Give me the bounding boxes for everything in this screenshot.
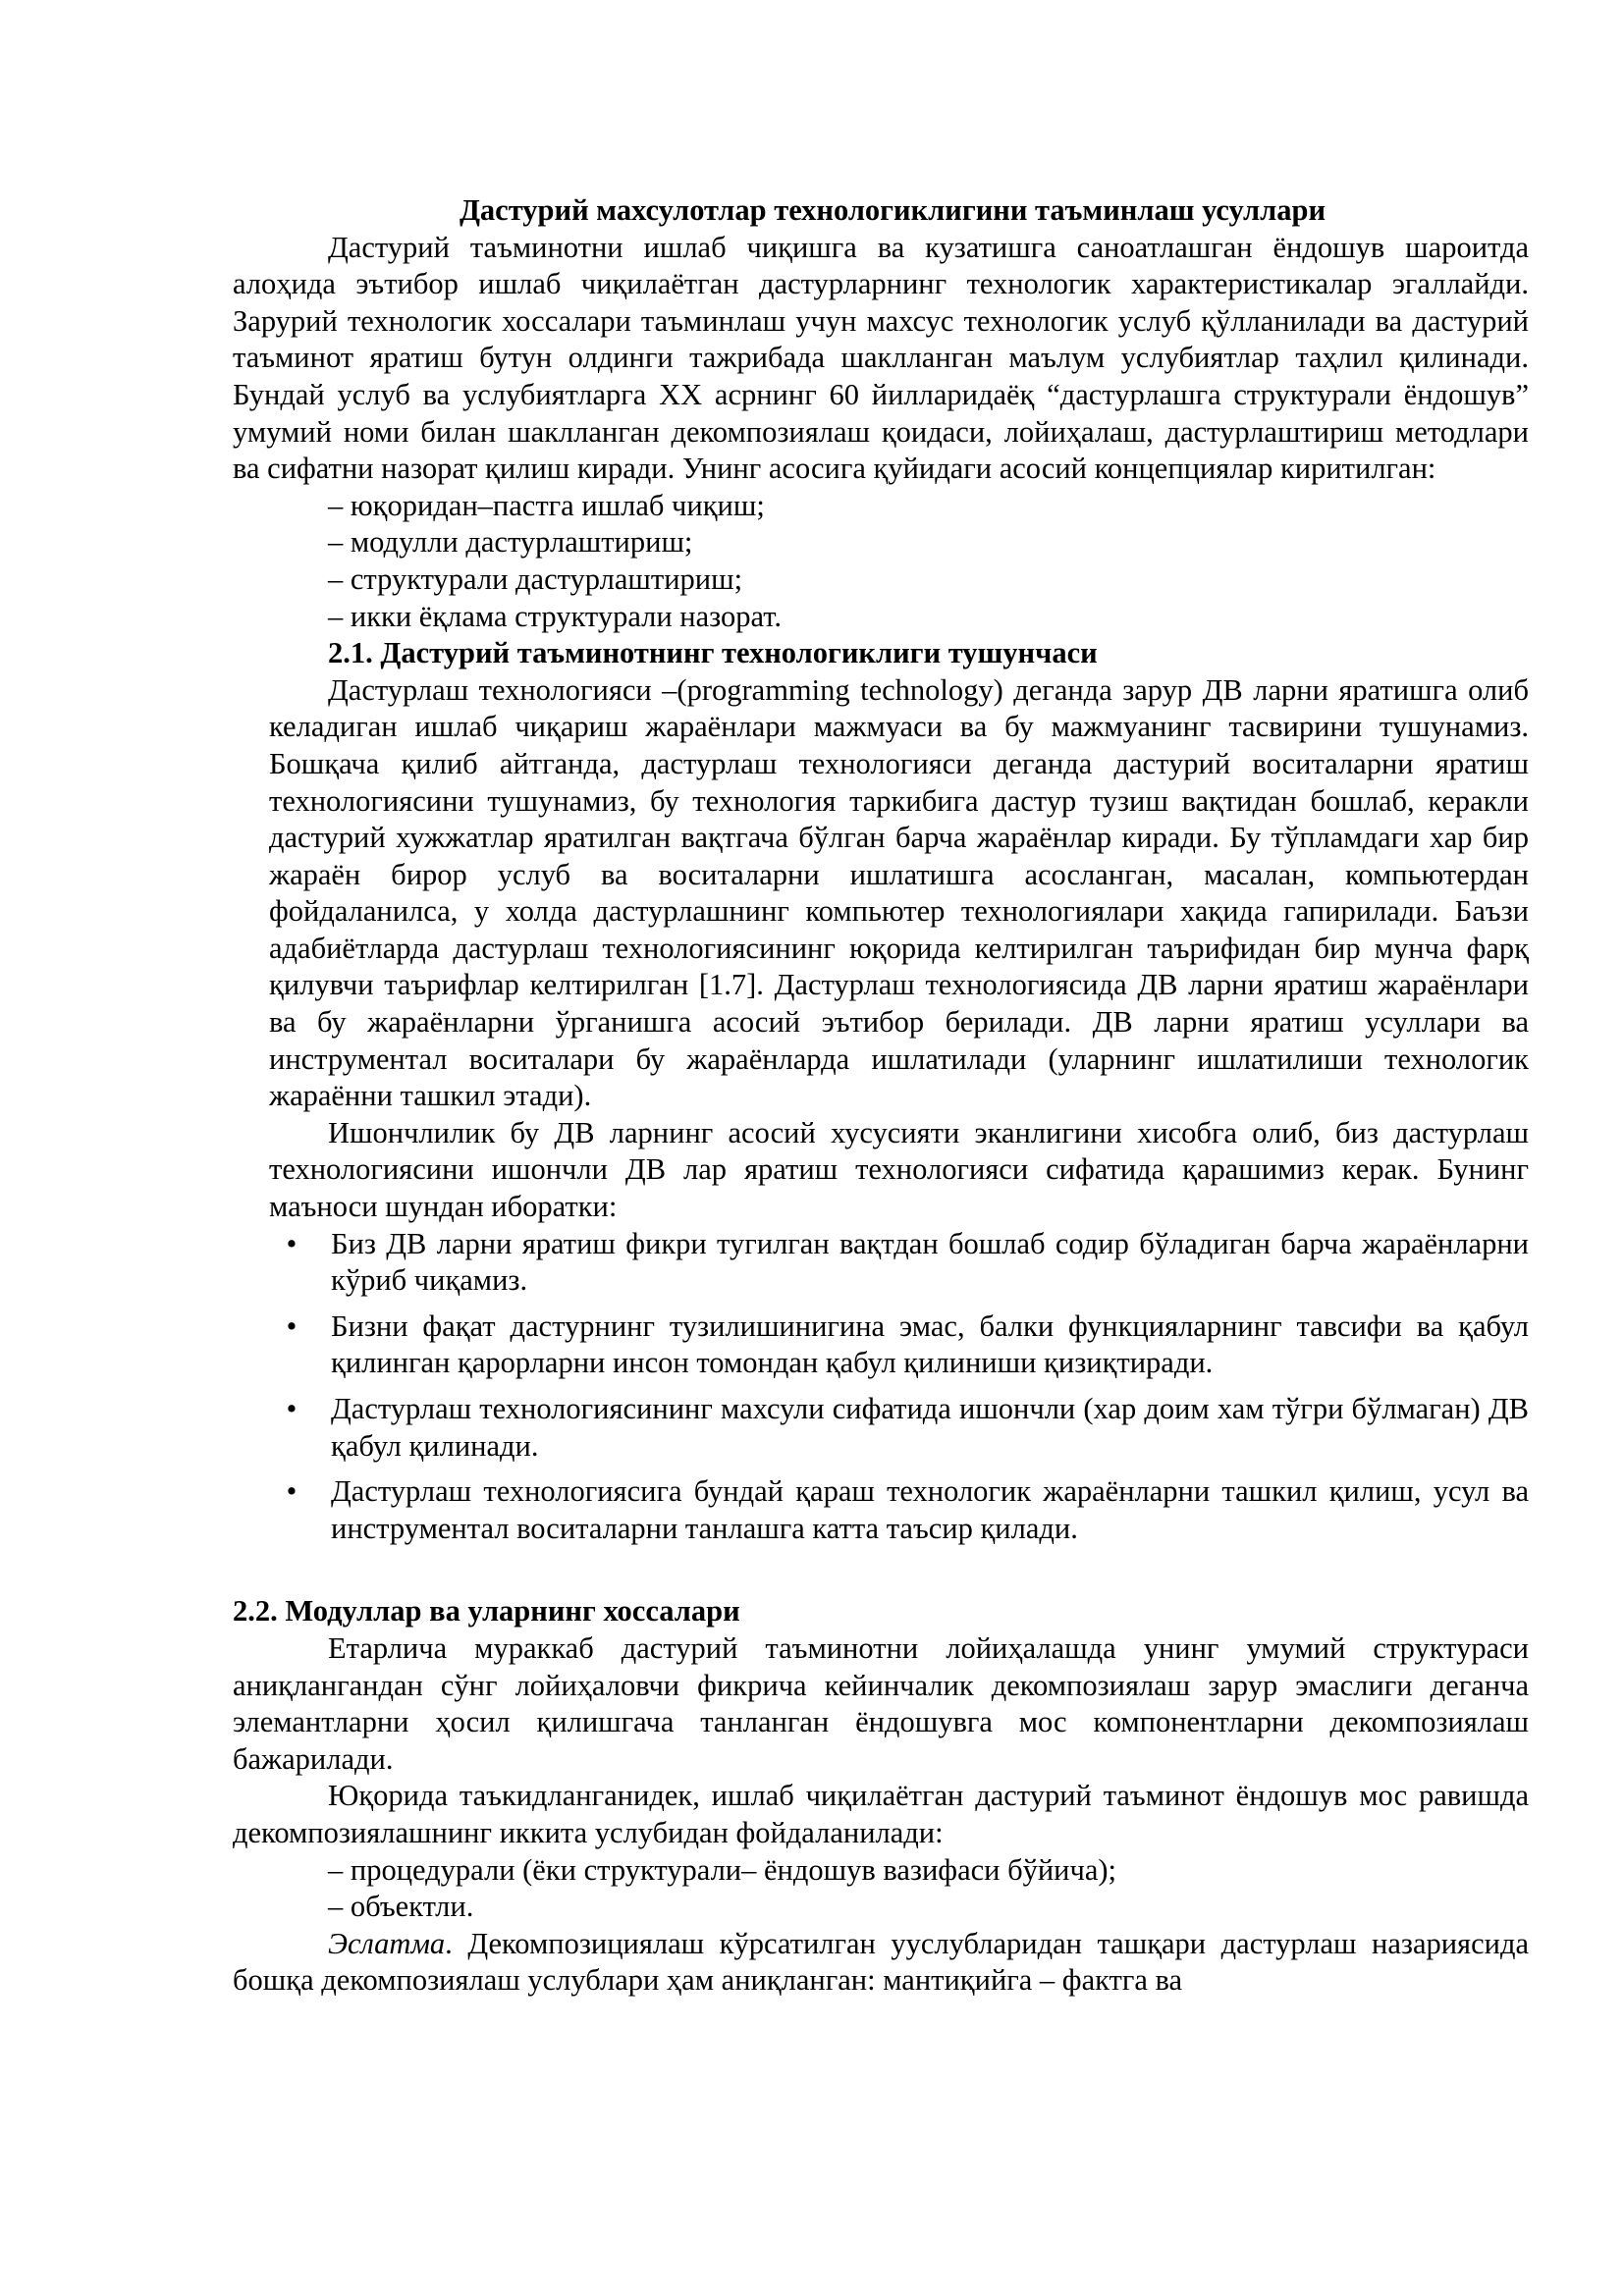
bullet-icon: • <box>286 1308 298 1343</box>
note-text: . Декомпозициялаш кўрсатилган ууслубларидан ташқари дастурлаш назариясида бошқа декомпозиялаш услублари ҳам аниқланган: мантиқийга – фактга ва <box>233 1926 1529 1998</box>
method-item: – процедурали (ёки структурали– ёндошув вазифаси бўйича); <box>328 1852 1117 1887</box>
bullet-item <box>233 1473 1529 1547</box>
page-content <box>233 192 1529 2000</box>
section-2-1-paragraph: Дастурлаш технологияси –(programming technology) деганда зарур ДВ ларни яратишга олиб келадиган ишлаб чиқариш жараёнлари мажмуаси ва бу мажмуанинг тасвирини тушунамиз. Бошқача қилиб айтганда, дастурлаш технологияси деганда дастурий воситаларни яратиш технологиясини тушунамиз, бу технология таркибига дастур тузиш вақтидан бошлаб, керакли дастурий хужжатлар яратилган вақтгача бўлган барча жараёнлар киради. Бу тўпламдаги хар бир жараён бирор услуб ва воситаларни ишлатишга асосланган, масалан, компьютердан фойдаланилса, у холда дастурлашнинг компьютер технологиялари хақида гапирилади. Баъзи адабиётларда дастурлаш технологиясининг юқорида келтирилган таърифидан бир мунча фарқ қилувчи таърифлар келтирилган [1.7]. Дастурлаш технологиясида ДВ ларни яратиш жараёнлари ва бу жараёнларни ўрганишга асосий эътибор берилади. ДВ ларни яратиш усуллари ва инструментал воситалари бу жараёнларда ишлатилади (уларнинг ишлатилиши технологик жараённи ташкил этади). <box>269 672 1529 1113</box>
concept-item: – юқоридан–пастга ишлаб чиқиш; <box>328 488 765 522</box>
concept-item: – икки ёқлама структурали назорат. <box>328 599 782 633</box>
bullet-text: Дастурлаш технологиясига бундай қараш технологик жараёнларни ташкил қилиш, усул ва инструментал воситаларни танлашга катта таъсир қилади. <box>331 1474 1529 1545</box>
bullet-text: Бизни фақат дастурнинг тузилишинигина эмас, балки функцияларнинг тавсифи ва қабул қилинган қарорларни инсон томондан қабул қилиниши қизиқтиради. <box>331 1308 1529 1380</box>
section-heading-2-2: 2.2. Модуллар ва уларнинг хоссалари <box>233 1594 740 1629</box>
bullet-text: Биз ДВ ларни яратиш фикри тугилган вақтдан бошлаб содир бўладиган барча жараёнларни кўриб чиқамиз. <box>331 1226 1529 1298</box>
section-2-2-paragraph: Етарлича мураккаб дастурий таъминотни лойиҳалашда унинг умумий структураси аниқлангандан сўнг лойиҳаловчи фикрича кейинчалик декомпозиялаш зарур эмаслиги деганча элемантларни ҳосил қилишгача танланган ёндошувга мос компонентларни декомпозиялаш бажарилади. <box>233 1630 1529 1776</box>
section-2-2-paragraph: Юқорида таъкидланганидек, ишлаб чиқилаётган дастурий таъминот ёндошув мос равишда декомпозиялашнинг иккита услубидан фойдаланилади: <box>233 1779 1529 1849</box>
concepts-list <box>233 488 1529 635</box>
method-item: – объектли. <box>328 1890 474 1924</box>
bullet-icon: • <box>286 1392 298 1425</box>
concept-item: – модулли дастурлаштириш; <box>328 525 693 560</box>
bullet-icon: • <box>286 1474 298 1509</box>
bullet-icon: • <box>286 1226 298 1260</box>
note-paragraph <box>233 1926 1529 2000</box>
note-label: Эслатма <box>328 1926 446 1960</box>
section-2-1-paragraph: Ишончлилик бу ДВ ларнинг асосий хусусияти эканлигини хисобга олиб, биз дастурлаш технологиясини ишончли ДВ лар яратиш технологияси сифатида қарашимиз керак. Бунинг маъноси шундан иборатки: <box>269 1115 1529 1224</box>
bullet-list <box>233 1226 1529 1548</box>
methods-list <box>233 1852 1529 1926</box>
section-heading-2-1: 2.1. Дастурий таъминотнинг технологиклиги тушунчаси <box>328 636 1098 670</box>
intro-paragraph: Дастурий таъминотни ишлаб чиқишга ва кузатишга саноатлашган ёндошув шароитда алоҳида эътибор ишлаб чиқилаётган дастурларнинг технологик характеристикалар эгаллайди. Зарурий технологик хоссалари таъминлаш учун махсус технологик услуб қўлланилади ва дастурий таъминот яратиш бутун олдинги тажрибада шаклланган маълум услубиятлар таҳлил қилинади. Бундай услуб ва услубиятларга XX асрнинг 60 йилларидаёқ “дастурлашга структурали ёндошув” умумий номи билан шаклланган декомпозиялаш қоидаси, лойиҳалаш, дастурлаштириш методлари ва сифатни назорат қилиш киради. Унинг асосига қуйидаги асосий концепциялар киритилган: <box>233 230 1529 486</box>
bullet-item <box>233 1308 1529 1382</box>
concept-item: – структурали дастурлаштириш; <box>328 561 743 596</box>
section-2-1-body <box>233 672 1529 1226</box>
spacer <box>233 1556 1529 1593</box>
bullet-item <box>233 1226 1529 1300</box>
document-title: Дастурий махсулотлар технологиклигини таъминлаш усуллари <box>459 193 1326 227</box>
bullet-item <box>233 1391 1529 1465</box>
bullet-text: Дастурлаш технологиясининг махсули сифатида ишончли (хар доим хам тўгри бўлмаган) ДВ қабул қилинади. <box>331 1392 1529 1463</box>
